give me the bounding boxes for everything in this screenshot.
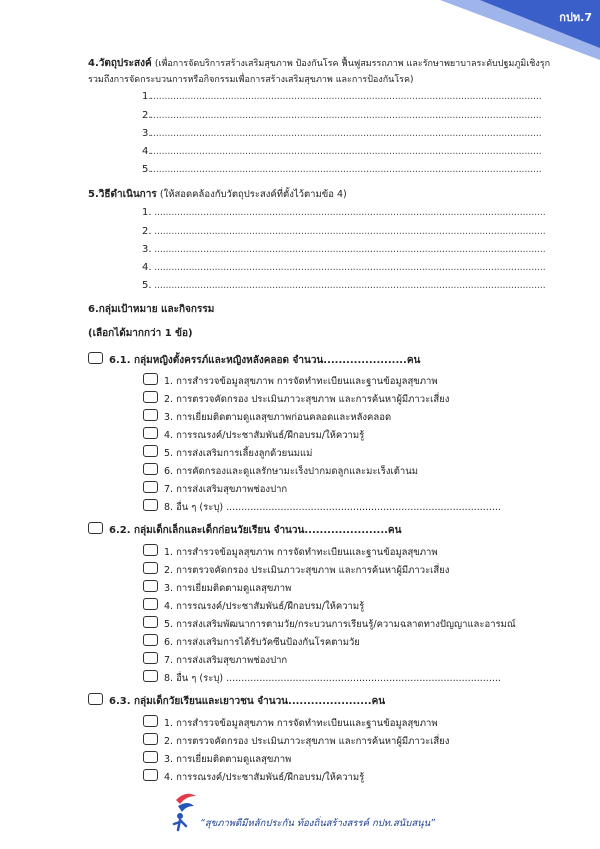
group-6-2[interactable]: 6.2. กลุ่มเด็กเล็กและเด็กก่อนวัยเรียน จำนวน......................คน — [88, 522, 401, 538]
item-6-2-3[interactable]: 3. การเยี่ยมติดตามดูแลสุขภาพ — [143, 580, 291, 596]
section5-desc: (ให้สอดคล้องกับวัตถุประสงค์ที่ตั้งไว้ตามข้อ 4) — [159, 189, 347, 200]
item-6-1-6[interactable]: 6. การคัดกรองและดูแลรักษามะเร็งปากมดลูกและมะเร็งเต้านม — [143, 463, 418, 479]
s5-line-2: 2. ........................................................................................................................................ — [142, 226, 546, 237]
checkbox[interactable] — [143, 652, 158, 664]
section4-title: 4.วัตถุประสงค์ — [88, 58, 152, 69]
checkbox[interactable] — [143, 616, 158, 628]
item-6-1-8[interactable]: 8. อื่น ๆ (ระบุ) ........................................................................................... — [143, 499, 501, 515]
checkbox[interactable] — [143, 499, 158, 511]
s5-line-3: 3. ........................................................................................................................................ — [142, 244, 546, 255]
item-6-1-5[interactable]: 5. การส่งเสริมการเลี้ยงลูกด้วยนมแม่ — [143, 445, 312, 461]
s5-line-1: 1. ........................................................................................................................................ — [142, 207, 546, 218]
logo-icon — [172, 790, 198, 834]
s4-line-1: 1. ........................................................................................................................................ — [142, 91, 542, 102]
section4-heading — [88, 56, 550, 71]
section5-heading — [88, 187, 347, 202]
item-6-1-1[interactable]: 1. การสำรวจข้อมูลสุขภาพ การจัดทำทะเบียนและฐานข้อมูลสุขภาพ — [143, 373, 438, 389]
checkbox[interactable] — [143, 598, 158, 610]
item-6-2-7[interactable]: 7. การส่งเสริมสุขภาพช่องปาก — [143, 652, 287, 668]
s4-line-5: 5. ........................................................................................................................................ — [142, 164, 542, 175]
checkbox[interactable] — [143, 769, 158, 781]
checkbox[interactable] — [143, 634, 158, 646]
section4-desc-1: (เพื่อการจัดบริการสร้างเสริมสุขภาพ ป้องกันโรค ฟื้นฟูสมรรถภาพ และรักษาพยาบาลระดับปฐมภูมิเชิงรุก — [154, 59, 551, 69]
group-6-3[interactable]: 6.3. กลุ่มเด็กวัยเรียนและเยาวชน จำนวน......................คน — [88, 693, 385, 709]
checkbox[interactable] — [143, 733, 158, 745]
checkbox[interactable] — [143, 751, 158, 763]
item-6-3-1[interactable]: 1. การสำรวจข้อมูลสุขภาพ การจัดทำทะเบียนและฐานข้อมูลสุขภาพ — [143, 715, 438, 731]
checkbox[interactable] — [88, 693, 103, 705]
item-6-2-1[interactable]: 1. การสำรวจข้อมูลสุขภาพ การจัดทำทะเบียนและฐานข้อมูลสุขภาพ — [143, 544, 438, 560]
checkbox[interactable] — [143, 427, 158, 439]
checkbox[interactable] — [143, 391, 158, 403]
s5-line-5: 5. ........................................................................................................................................ — [142, 280, 546, 291]
footer — [170, 790, 500, 840]
item-6-3-4[interactable]: 4. การรณรงค์/ประชาสัมพันธ์/ฝึกอบรม/ให้ความรู้ — [143, 769, 364, 785]
s4-line-4: 4. ........................................................................................................................................ — [142, 146, 542, 157]
checkbox[interactable] — [143, 373, 158, 385]
checkbox[interactable] — [88, 352, 103, 364]
item-6-1-2[interactable]: 2. การตรวจคัดกรอง ประเมินภาวะสุขภาพ และการค้นหาผู้มีภาวะเสี่ยง — [143, 391, 449, 407]
item-6-3-2[interactable]: 2. การตรวจคัดกรอง ประเมินภาวะสุขภาพ และการค้นหาผู้มีภาวะเสี่ยง — [143, 733, 449, 749]
item-6-2-5[interactable]: 5. การส่งเสริมพัฒนาการตามวัย/กระบวนการเรียนรู้/ความฉลาดทางปัญญาและอารมณ์ — [143, 616, 516, 632]
footer-slogan: “สุขภาพดีมีหลักประกัน ท้องถิ่นสร้างสรรค์ กปท.สนับสนุน” — [200, 818, 436, 829]
section6-subtitle: (เลือกได้มากกว่า 1 ข้อ) — [88, 328, 193, 339]
checkbox[interactable] — [143, 463, 158, 475]
checkbox[interactable] — [143, 445, 158, 457]
item-6-1-3[interactable]: 3. การเยี่ยมติดตามดูแลสุขภาพก่อนคลอดและหลังคลอด — [143, 409, 391, 425]
item-6-3-3[interactable]: 3. การเยี่ยมติดตามดูแลสุขภาพ — [143, 751, 291, 767]
checkbox[interactable] — [143, 409, 158, 421]
checkbox[interactable] — [143, 580, 158, 592]
s4-line-3: 3. ........................................................................................................................................ — [142, 128, 542, 139]
item-6-2-6[interactable]: 6. การส่งเสริมการได้รับวัคซีนป้องกันโรคตามวัย — [143, 634, 360, 650]
checkbox[interactable] — [143, 715, 158, 727]
item-6-1-7[interactable]: 7. การส่งเสริมสุขภาพช่องปาก — [143, 481, 287, 497]
checkbox[interactable] — [143, 562, 158, 574]
item-6-2-2[interactable]: 2. การตรวจคัดกรอง ประเมินภาวะสุขภาพ และการค้นหาผู้มีภาวะเสี่ยง — [143, 562, 449, 578]
section4-desc-2: รวมถึงการจัดกระบวนการหรือกิจกรรมเพื่อการสร้างเสริมสุขภาพ และการป้องกันโรค) — [88, 75, 414, 85]
item-6-2-4[interactable]: 4. การรณรงค์/ประชาสัมพันธ์/ฝึกอบรม/ให้ความรู้ — [143, 598, 364, 614]
section6-title: 6.กลุ่มเป้าหมาย และกิจกรรม — [88, 304, 215, 315]
s5-line-4: 4. ........................................................................................................................................ — [142, 262, 546, 273]
checkbox[interactable] — [143, 670, 158, 682]
item-6-1-4[interactable]: 4. การรณรงค์/ประชาสัมพันธ์/ฝึกอบรม/ให้ความรู้ — [143, 427, 364, 443]
group-6-1[interactable]: 6.1. กลุ่มหญิงตั้งครรภ์และหญิงหลังคลอด จำนวน......................คน — [88, 352, 420, 368]
page-tag: กปท.7 — [559, 11, 592, 24]
s4-line-2: 2. ........................................................................................................................................ — [142, 110, 542, 121]
checkbox[interactable] — [88, 522, 103, 534]
checkbox[interactable] — [143, 481, 158, 493]
section5-title: 5.วิธีดำเนินการ — [88, 189, 157, 200]
item-6-2-8[interactable]: 8. อื่น ๆ (ระบุ) ........................................................................................... — [143, 670, 501, 686]
checkbox[interactable] — [143, 544, 158, 556]
